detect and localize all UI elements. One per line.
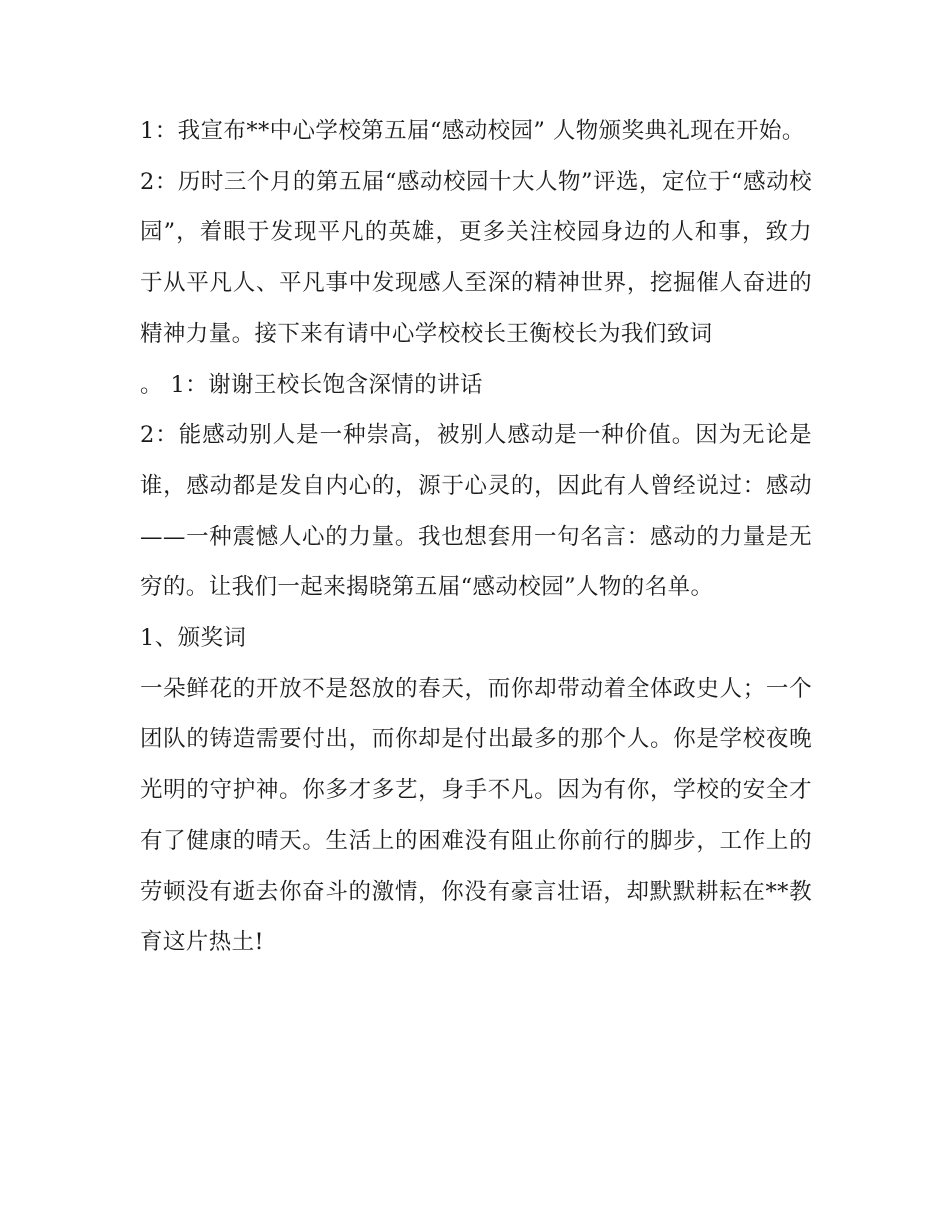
paragraph-event-introduction: 2：历时三个月的第五届“感动校园十大人物”评选，定位于“感动校园”，着眼于发现平凡的英雄，更多关注校园身边的人和事，致力于从平凡人、平凡事中发现感人至深的精神世界，挖掘催人奋进的精神力量。接下来有请中心学校校长王衡校长为我们致词 [140,168,812,347]
document-body [140,106,812,968]
paragraph-award-speech-heading: 1、颁奖词 [140,625,247,652]
paragraph-opening-announcement: 1：我宣布**中心学校第五届“感动校园” 人物颁奖典礼现在开始。 [140,118,805,144]
paragraph-power-of-touching: 2：能感动别人是一种崇高，被别人感动是一种价值。因为无论是谁，感动都是发自内心的，源于心灵的，因此有人曾经说过：感动——一种震憾人心的力量。我也想套用一句名言：感动的力量是无穷的。让我们一起来揭晓第五届“感动校园”人物的名单。 [140,422,812,601]
paragraph-award-speech-text: 一朵鲜花的开放不是怒放的春天，而你却带动着全体政史人；一个团队的铸造需要付出，而你却是付出最多的那个人。你是学校夜晚光明的守护神。你多才多艺，身手不凡。因为有你，学校的安全才有了健康的晴天。生活上的困难没有阻止你前行的脚步，工作上的劳顿没有逝去你奋斗的激情，你没有豪言壮语，却默默耕耘在**教育这片热土! [140,675,812,956]
paragraph-thanks-principal: 。 1：谢谢王校长饱含深情的讲话 [140,371,483,398]
